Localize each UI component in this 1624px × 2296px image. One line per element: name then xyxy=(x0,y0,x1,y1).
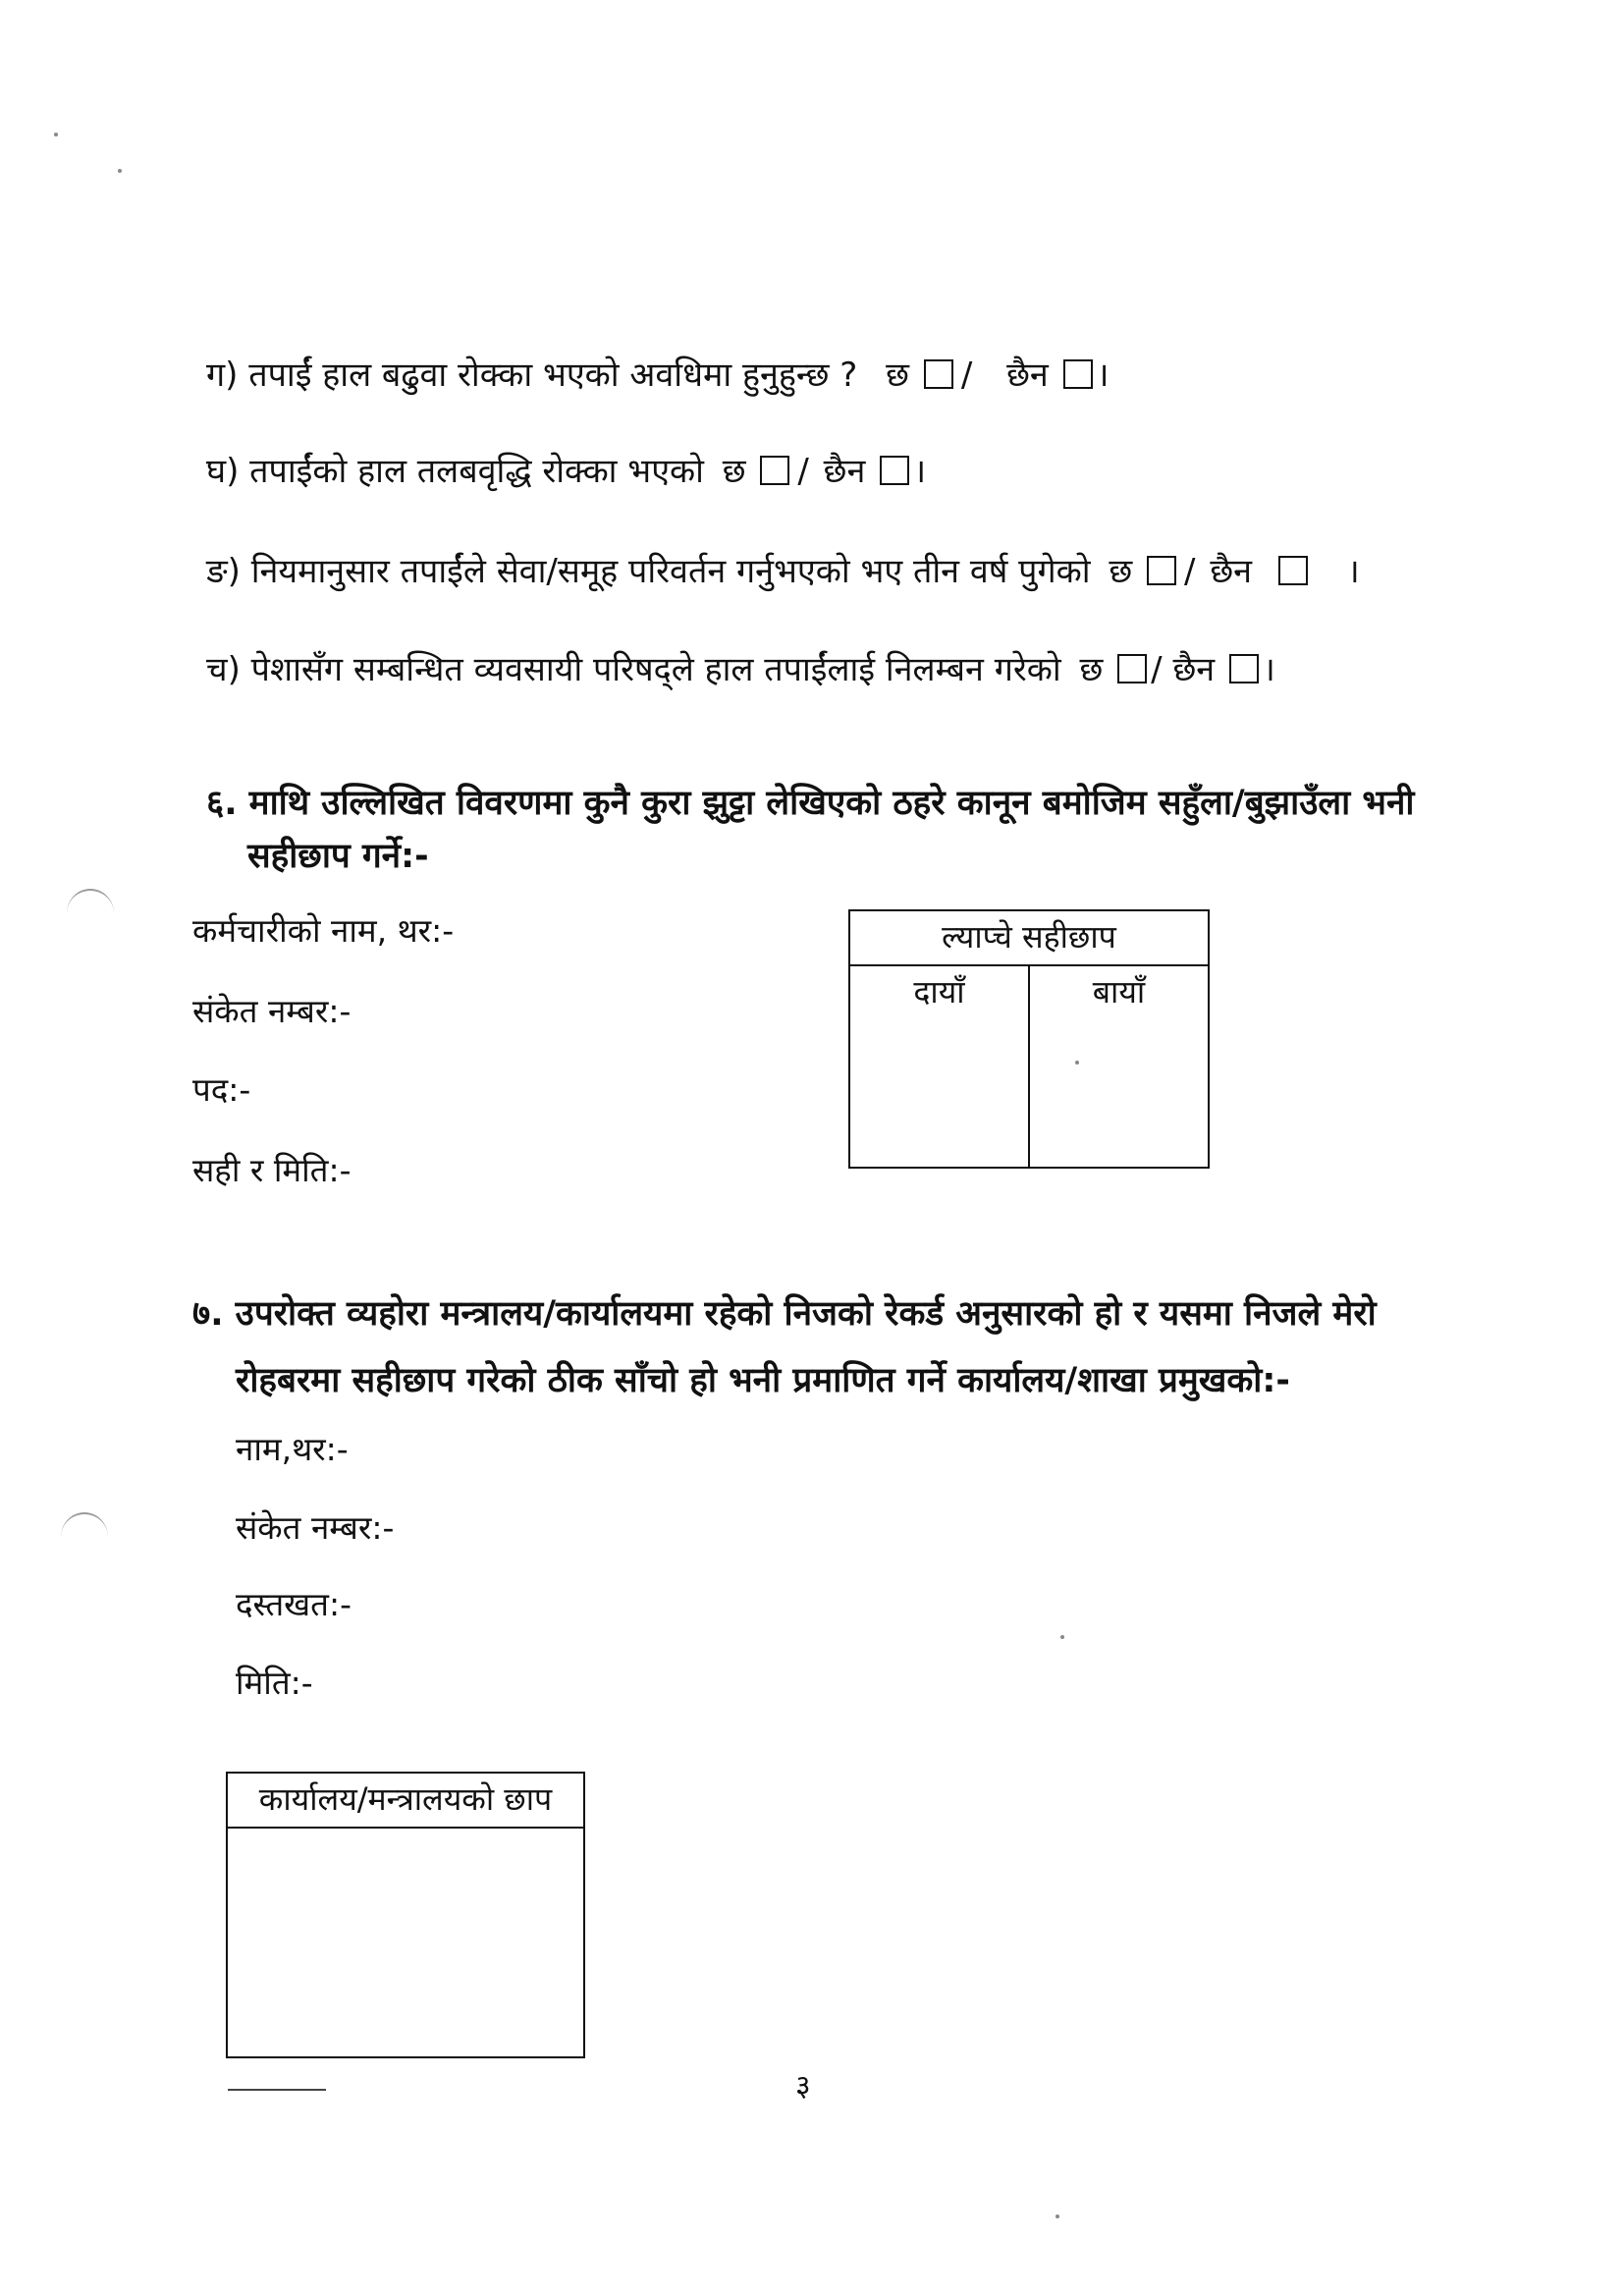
scan-speck xyxy=(1056,2214,1059,2218)
no-label: छैन xyxy=(1006,355,1049,395)
no-label: छैन xyxy=(1172,650,1216,689)
end-mark: । xyxy=(913,452,927,491)
end-mark: । xyxy=(1096,355,1110,395)
yes-label: छ xyxy=(722,452,746,491)
thumbprint-box-title: ल्याप्चे सहीछाप xyxy=(850,911,1208,966)
chief-date-field: मिति:- xyxy=(236,1664,313,1702)
no-label: छैन xyxy=(1210,552,1253,591)
question-row-ga xyxy=(206,355,1110,395)
left-thumb-label: बायाँ xyxy=(1092,973,1146,1011)
slash: / xyxy=(1151,650,1163,689)
yes-checkbox[interactable] xyxy=(760,456,789,485)
chief-signature-field: दस्तखत:- xyxy=(236,1585,352,1623)
question-text: च) पेशासँग सम्बन्धित व्यवसायी परिषद्ले हाल तपाईंलाई निलम्बन गरेको xyxy=(206,650,1061,689)
office-stamp-box xyxy=(226,1772,585,2058)
employee-name-field: कर्मचारीको नाम, थर:- xyxy=(192,911,455,950)
question-row-gha xyxy=(206,452,926,491)
question-row-cha xyxy=(206,650,1275,689)
no-checkbox[interactable] xyxy=(1278,556,1308,585)
section-7-line-2: रोहबरमा सहीछाप गरेको ठीक साँचो हो भनी प्रमाणित गर्ने कार्यालय/शाखा प्रमुखको:- xyxy=(236,1361,1290,1400)
yes-checkbox[interactable] xyxy=(924,359,953,389)
chief-name-field: नाम,थर:- xyxy=(236,1430,349,1468)
scan-speck xyxy=(54,133,58,137)
office-stamp-box-title: कार्यालय/मन्त्रालयको छाप xyxy=(228,1774,583,1829)
no-checkbox[interactable] xyxy=(1229,654,1259,683)
right-thumb-cell xyxy=(850,966,1028,1169)
chief-code-field: संकेत नम्बर:- xyxy=(236,1508,395,1547)
page-number: ३ xyxy=(795,2069,811,2104)
thumbprint-box xyxy=(848,909,1210,1169)
question-row-nga xyxy=(206,552,1360,591)
employee-post-field: पद:- xyxy=(192,1070,251,1109)
question-text: ङ) नियमानुसार तपाईंले सेवा/समूह परिवर्तन गर्नुभएको भए तीन वर्ष पुगेको xyxy=(206,552,1091,591)
yes-checkbox[interactable] xyxy=(1147,556,1176,585)
slash: / xyxy=(1184,552,1196,591)
left-thumb-cell xyxy=(1028,966,1208,1169)
yes-label: छ xyxy=(1109,552,1133,591)
yes-label: छ xyxy=(886,355,909,395)
no-checkbox[interactable] xyxy=(880,456,909,485)
yes-label: छ xyxy=(1079,650,1104,689)
yes-checkbox[interactable] xyxy=(1117,654,1147,683)
section-7-line-1: ७. उपरोक्त व्यहोरा मन्त्रालय/कार्यालयमा रहेको निजको रेकर्ड अनुसारको हो र यसमा निजले मेरो xyxy=(192,1294,1377,1334)
section-6-line-2: सहीछाप गर्ने:- xyxy=(247,837,429,876)
punch-hole-bottom xyxy=(61,1512,108,1561)
no-checkbox[interactable] xyxy=(1063,359,1093,389)
no-label: छैन xyxy=(823,452,866,491)
footer-scribble xyxy=(228,2089,326,2091)
end-mark: । xyxy=(1262,650,1275,689)
end-mark: । xyxy=(1346,552,1360,591)
slash: / xyxy=(960,355,973,395)
scan-speck xyxy=(118,169,122,173)
right-thumb-label: दायाँ xyxy=(913,973,965,1011)
question-text: ग) तपाईं हाल बढुवा रोक्का भएको अवधिमा हुनुहुन्छ ? xyxy=(206,355,858,395)
scan-speck xyxy=(1060,1635,1064,1639)
slash: / xyxy=(797,452,809,491)
section-6-line-1: ६. माथि उल्लिखित विवरणमा कुनै कुरा झुट्टा लेखिएको ठहरे कानून बमोजिम सहुँला/बुझाउँला भनी xyxy=(206,784,1415,823)
employee-signature-date-field: सही र मिति:- xyxy=(192,1151,352,1189)
question-text: घ) तपाईंको हाल तलबवृद्धि रोक्का भएको xyxy=(206,452,704,491)
employee-code-field: संकेत नम्बर:- xyxy=(192,992,352,1030)
punch-hole-top xyxy=(67,889,114,938)
